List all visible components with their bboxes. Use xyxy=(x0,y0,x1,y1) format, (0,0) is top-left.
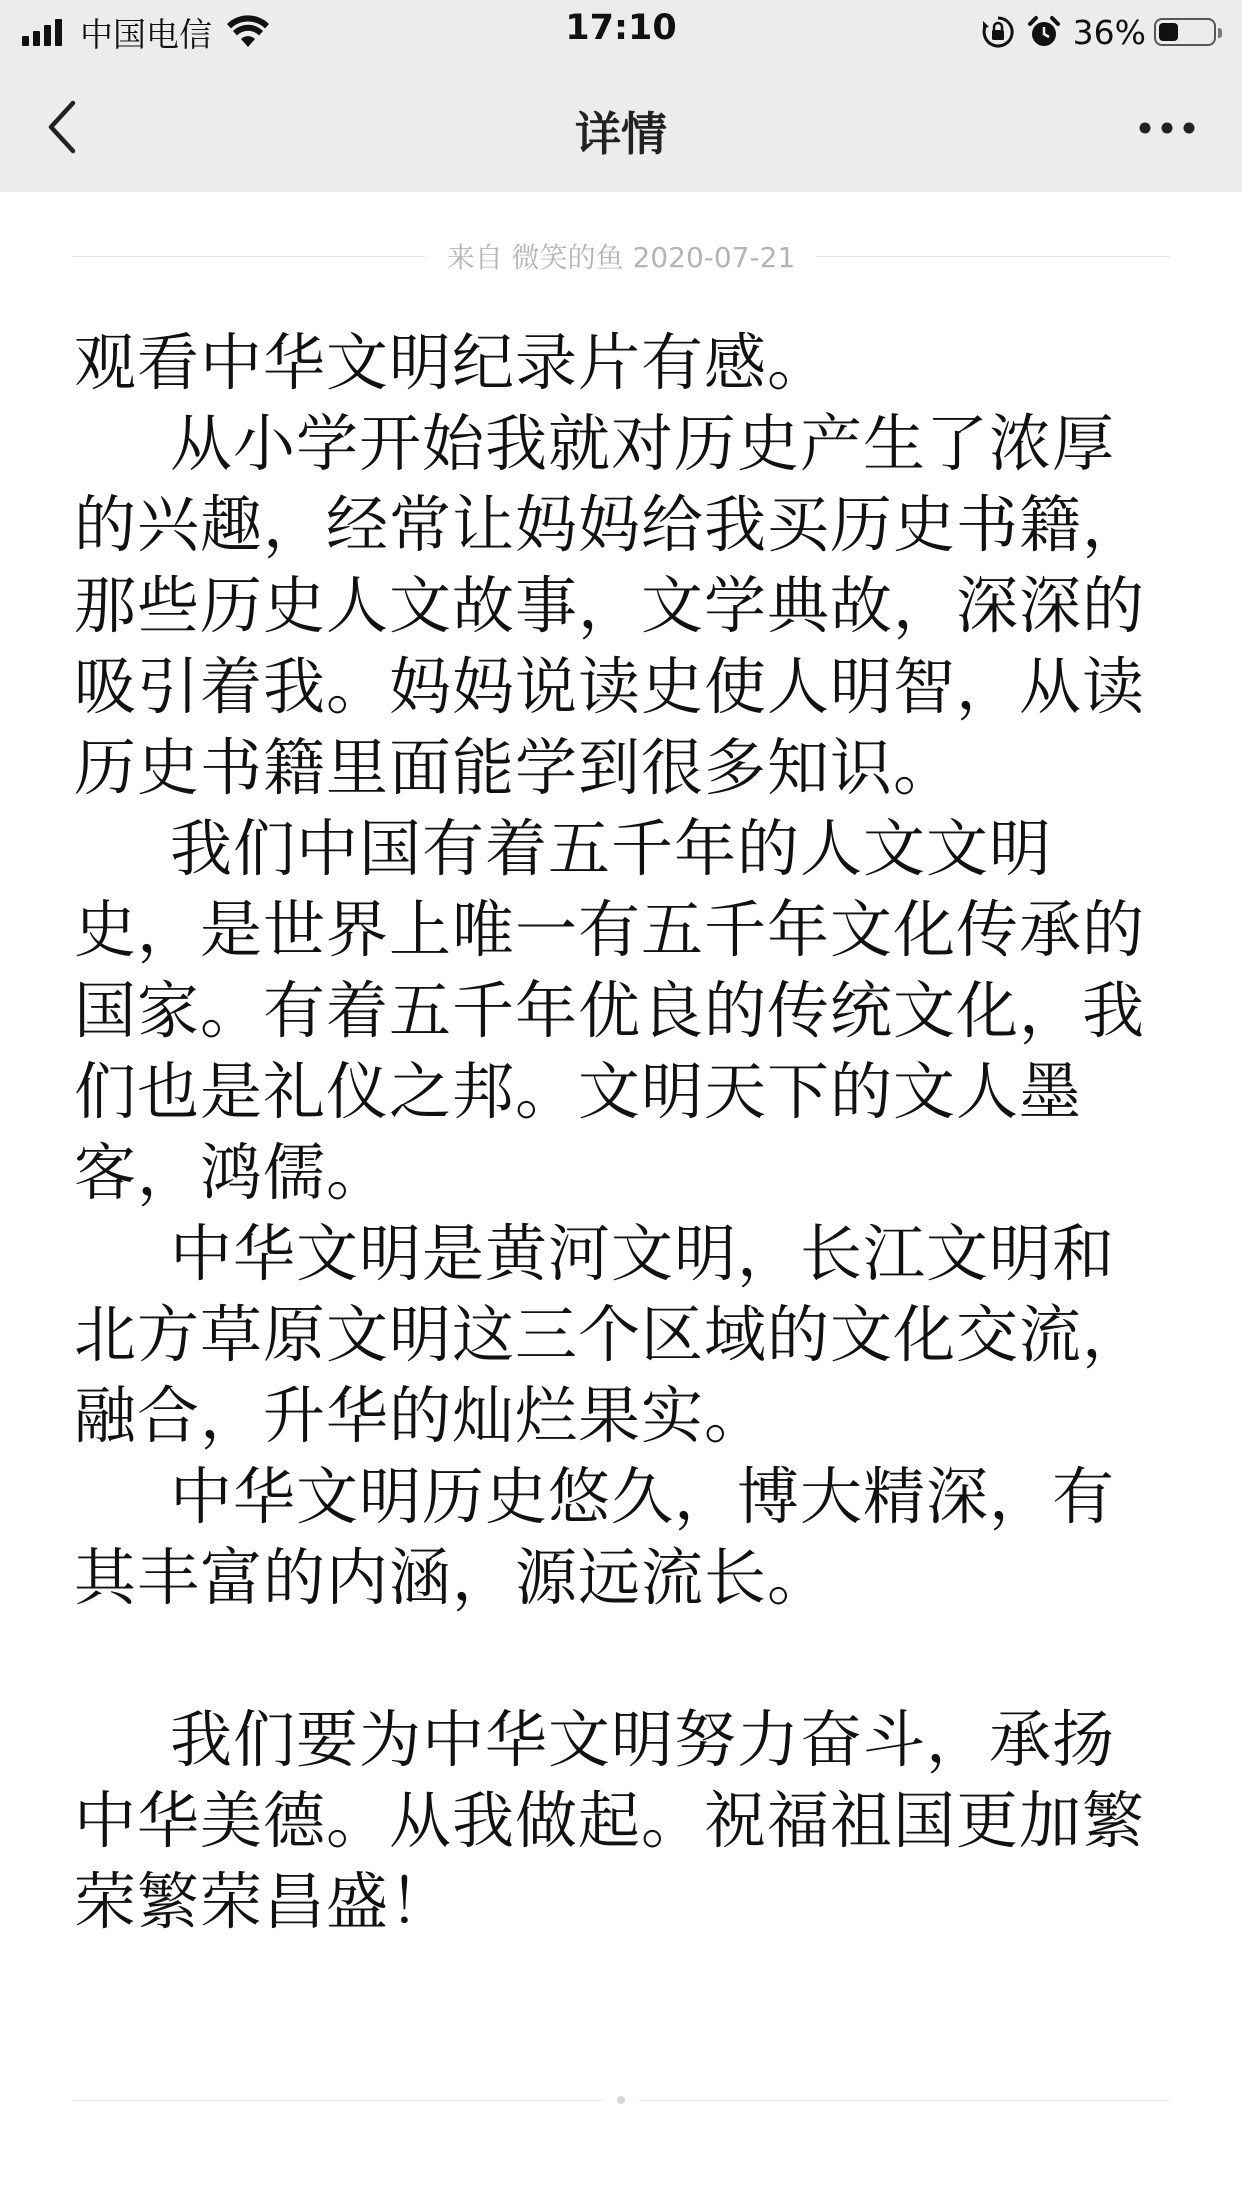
status-right xyxy=(981,10,1216,54)
divider xyxy=(72,2100,603,2101)
orientation-lock-icon xyxy=(981,15,1015,49)
footer-divider xyxy=(72,2090,1170,2110)
source-line xyxy=(72,236,1170,276)
divider xyxy=(639,2100,1170,2101)
article-paragraph: 中华文明历史悠久，博大精深，有其丰富的内涵，源远流长。 xyxy=(74,1460,1116,1614)
more-button[interactable] xyxy=(1132,104,1202,152)
battery-tip xyxy=(1218,28,1222,38)
article-paragraph: 观看中华文明纪录片有感。 xyxy=(74,326,831,399)
divider-dot xyxy=(617,2096,625,2104)
alarm-icon xyxy=(1027,15,1061,49)
article-paragraph: 从小学开始我就对历史产生了浓厚的兴趣，经常让妈妈给我买历史书籍，那些历史人文故事，文学典故，深深的吸引着我。妈妈说读史使人明智，从读历史书籍里面能学到很多知识。 xyxy=(74,407,1146,804)
article-paragraph: 我们中国有着五千年的人文文明史，是世界上唯一有五千年文化传承的国家。有着五千年优良的传统文化，我们也是礼仪之邦。文明天下的文人墨客，鸿儒。 xyxy=(74,812,1146,1209)
battery-icon xyxy=(1154,18,1216,46)
nav-bar xyxy=(0,64,1242,192)
status-time: 17:10 xyxy=(565,8,677,48)
status-bar xyxy=(0,0,1242,64)
more-dots-icon xyxy=(1137,121,1197,135)
page-title: 详情 xyxy=(575,107,667,161)
battery-percent: 36% xyxy=(1072,12,1146,52)
carrier-name: 中国电信 xyxy=(80,14,212,54)
article-paragraph: 中华文明是黄河文明，长江文明和北方草原文明这三个区域的文化交流，融合，升华的灿烂果实。 xyxy=(74,1217,1146,1452)
article-body xyxy=(74,322,1172,1942)
source-text: 来自 微笑的鱼 2020-07-21 xyxy=(446,241,796,274)
battery-fill xyxy=(1159,23,1178,41)
divider xyxy=(72,256,425,257)
article-paragraph: 我们要为中华文明努力奋斗，承扬中华美德。从我做起。祝福祖国更加繁荣繁荣昌盛！ xyxy=(74,1703,1146,1938)
divider xyxy=(817,256,1170,257)
